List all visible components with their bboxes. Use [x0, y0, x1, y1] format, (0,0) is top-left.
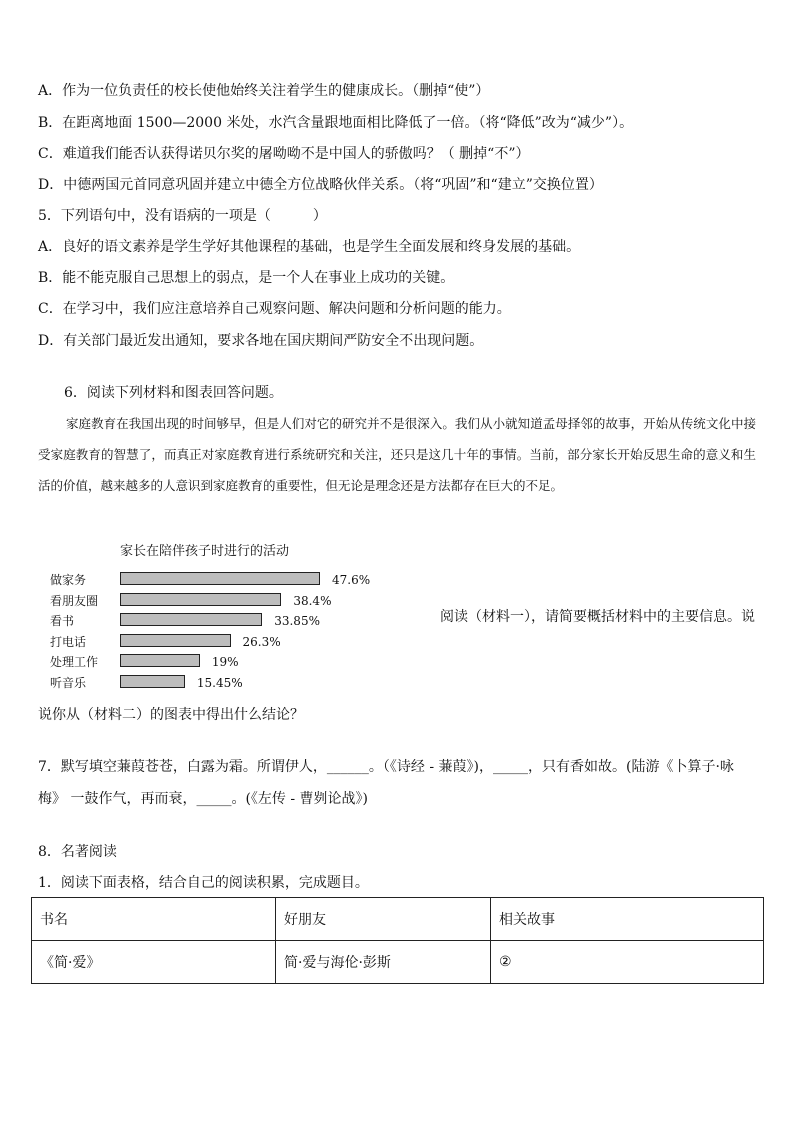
table-cell: 简·爱与海伦·彭斯 [276, 941, 491, 984]
q4-option-d: D．中德两国元首同意巩固并建立中德全方位战略伙伴关系。（将“巩固”和“建立”交换位置） [38, 177, 603, 193]
chart-title: 家长在陪伴孩子时进行的活动 [120, 544, 290, 559]
bar [120, 654, 200, 667]
q7-line-2: 梅》 一鼓作气，再而衰，_____。(《左传 - 曹刿论战》) [38, 791, 369, 807]
bar [120, 593, 281, 606]
activity-chart [40, 540, 430, 690]
value-label: 33.85% [274, 614, 320, 628]
value-label: 47.6% [332, 573, 371, 587]
q5-stem: 5．下列语句中，没有语病的一项是（ ） [38, 208, 327, 224]
value-label: 19% [211, 655, 239, 669]
q6-passage: 家庭教育在我国出现的时间够早，但是人们对它的研究并不是很深入。我们从小就知道孟母择邻的故事，开始从传统文化中接受家庭教育的智慧了，而真正对家庭教育进行系统研究和关注，还只是这几十年的事情。当前，部分家长开始反思生命的意义和生活的价值，越来越多的人意识到家庭教育的重要性，但无论是理念还是方法都存在巨大的不足。 [38, 416, 756, 493]
q4-option-b: B．在距离地面 1500—2000 米处，水汽含量跟地面相比降低了一倍。（将“降低”改为“减少”）。 [38, 115, 634, 131]
bar [120, 675, 185, 688]
category-label: 看朋友圈 [50, 593, 99, 608]
category-label: 听音乐 [50, 675, 87, 690]
q8-stem: 8．名著阅读 [38, 844, 117, 860]
q5-option-b: B．能不能克服自己思想上的弱点，是一个人在事业上成功的关键。 [38, 270, 455, 286]
q4-option-a: A．作为一位负责任的校长使他始终关注着学生的健康成长。（删掉“使”） [38, 83, 490, 99]
category-label: 处理工作 [50, 655, 99, 669]
bar [120, 613, 262, 626]
q6-question: 阅读（材料一），请简要概括材料中的主要信息。说 [440, 609, 755, 625]
q6-question-cont: 说你从（材料二）的图表中得出什么结论？ [38, 707, 304, 723]
table-header-cell: 书名 [32, 898, 276, 941]
q5-option-d: D．有关部门最近发出通知，要求各地在国庆期间严防安全不出现问题。 [38, 333, 484, 349]
category-label: 看书 [50, 614, 75, 628]
table-cell: ② [491, 941, 764, 984]
q7-line-1: 7．默写填空蒹葭苍苍，白露为霜。所谓伊人，______。（《诗经 - 蒹葭》)，_____，只有香如故。(陆游《卜算子·咏 [38, 759, 734, 775]
q8-sub: 1．阅读下面表格，结合自己的阅读积累，完成题目。 [38, 875, 369, 891]
table-header-row [32, 898, 764, 941]
book-table [31, 897, 764, 984]
q5-option-a: A．良好的语文素养是学生学好其他课程的基础，也是学生全面发展和终身发展的基础。 [38, 239, 581, 255]
category-label: 做家务 [50, 573, 87, 587]
q4-option-c: C．难道我们能否认获得诺贝尔奖的屠呦呦不是中国人的骄傲吗？（ 删掉“不”） [38, 146, 530, 162]
value-label: 26.3% [242, 634, 281, 649]
table-header-cell: 相关故事 [491, 898, 764, 941]
category-label: 打电话 [50, 634, 87, 649]
table-cell: 《简·爱》 [32, 941, 276, 984]
q6-stem: 6．阅读下列材料和图表回答问题。 [64, 385, 283, 401]
table-header-cell: 好朋友 [276, 898, 491, 941]
value-label: 15.45% [196, 675, 243, 690]
bar [120, 634, 231, 647]
value-label: 38.4% [293, 593, 332, 608]
bar [120, 572, 320, 585]
table-row [32, 941, 764, 984]
q5-option-c: C．在学习中，我们应注意培养自己观察问题、解决问题和分析问题的能力。 [38, 301, 511, 317]
